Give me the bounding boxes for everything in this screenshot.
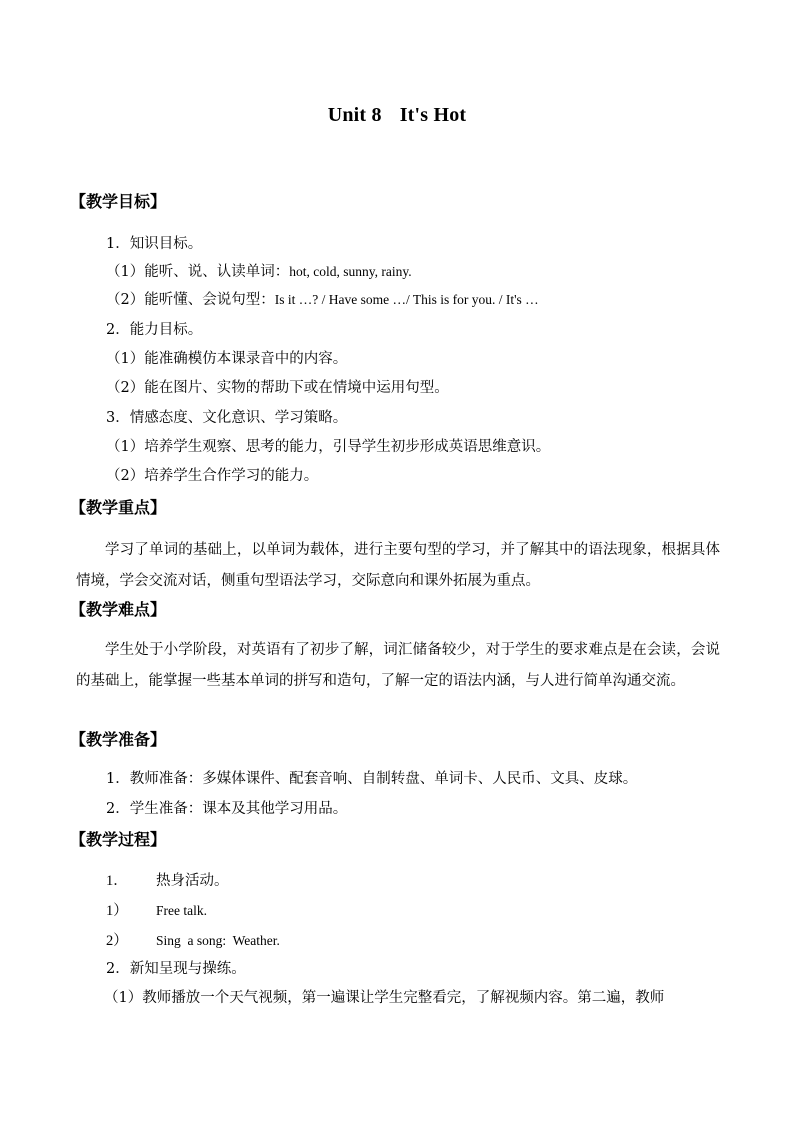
key-points-paragraph: 学习了单词的基础上，以单词为载体，进行主要句型的学习，并了解其中的语法现象，根据具体情境，学会交流对话，侧重句型语法学习，交际意向和课外拓展为重点。 xyxy=(76,542,720,589)
objective-emotion-title: 3．情感态度、文化意识、学习策略。 xyxy=(106,410,348,426)
heading-difficulties: 【教学难点】 xyxy=(70,600,167,619)
title-name: It's Hot xyxy=(399,104,467,126)
process-step-1 xyxy=(106,871,229,891)
document-title xyxy=(0,104,794,127)
objective-knowledge-1-prefix: （1）能听、说、认读单词： xyxy=(106,264,290,280)
objective-knowledge-1 xyxy=(106,262,412,282)
objective-ability-1: （1）能准确模仿本课录音中的内容。 xyxy=(106,351,348,367)
process-step-1b xyxy=(106,931,280,951)
objective-knowledge-2 xyxy=(106,290,539,310)
preparation-student: 2．学生准备：课本及其他学习用品。 xyxy=(106,801,348,817)
heading-key-points: 【教学重点】 xyxy=(70,498,167,517)
objective-knowledge-2-prefix: （2）能听懂、会说句型： xyxy=(106,292,275,308)
process-step-1a xyxy=(106,901,207,921)
objective-ability-2: （2）能在图片、实物的帮助下或在情境中运用句型。 xyxy=(106,380,449,396)
objective-knowledge-2-patterns: Is it …? / Have some …/ This is for you. / It's … xyxy=(274,292,539,307)
title-unit: Unit 8 xyxy=(327,104,382,126)
difficulties-paragraph: 学生处于小学阶段，对英语有了初步了解，词汇储备较少，对于学生的要求难点是在会读，会说的基础上，能掌握一些基本单词的拼写和造句，了解一定的语法内涵，与人进行简单沟通交流。 xyxy=(76,642,720,689)
process-step-1a-text: Free talk. xyxy=(156,903,207,918)
process-step-1a-number: 1） xyxy=(106,903,128,919)
process-step-1b-number: 2） xyxy=(106,933,128,949)
heading-preparation: 【教学准备】 xyxy=(70,730,167,749)
preparation-teacher: 1．教师准备：多媒体课件、配套音响、自制转盘、单词卡、人民币、文具、皮球。 xyxy=(106,771,638,787)
process-step-1-text: 热身活动。 xyxy=(156,873,229,889)
heading-process: 【教学过程】 xyxy=(70,830,167,849)
heading-objectives: 【教学目标】 xyxy=(70,192,167,211)
process-step-1-number: 1． xyxy=(106,873,128,889)
process-step-2: 2．新知呈现与操练。 xyxy=(106,961,246,977)
objective-ability-title: 2．能力目标。 xyxy=(106,322,203,338)
objective-emotion-1: （1）培养学生观察、思考的能力，引导学生初步形成英语思维意识。 xyxy=(106,439,551,455)
objective-knowledge-title: 1．知识目标。 xyxy=(106,236,203,252)
objective-knowledge-1-words: hot, cold, sunny, rainy. xyxy=(289,264,412,279)
process-step-2-1: （1）教师播放一个天气视频，第一遍课让学生完整看完，了解视频内容。第二遍，教师 xyxy=(104,990,665,1006)
objective-emotion-2: （2）培养学生合作学习的能力。 xyxy=(106,468,319,484)
process-step-1b-text: Sing a song: Weather. xyxy=(156,933,280,948)
